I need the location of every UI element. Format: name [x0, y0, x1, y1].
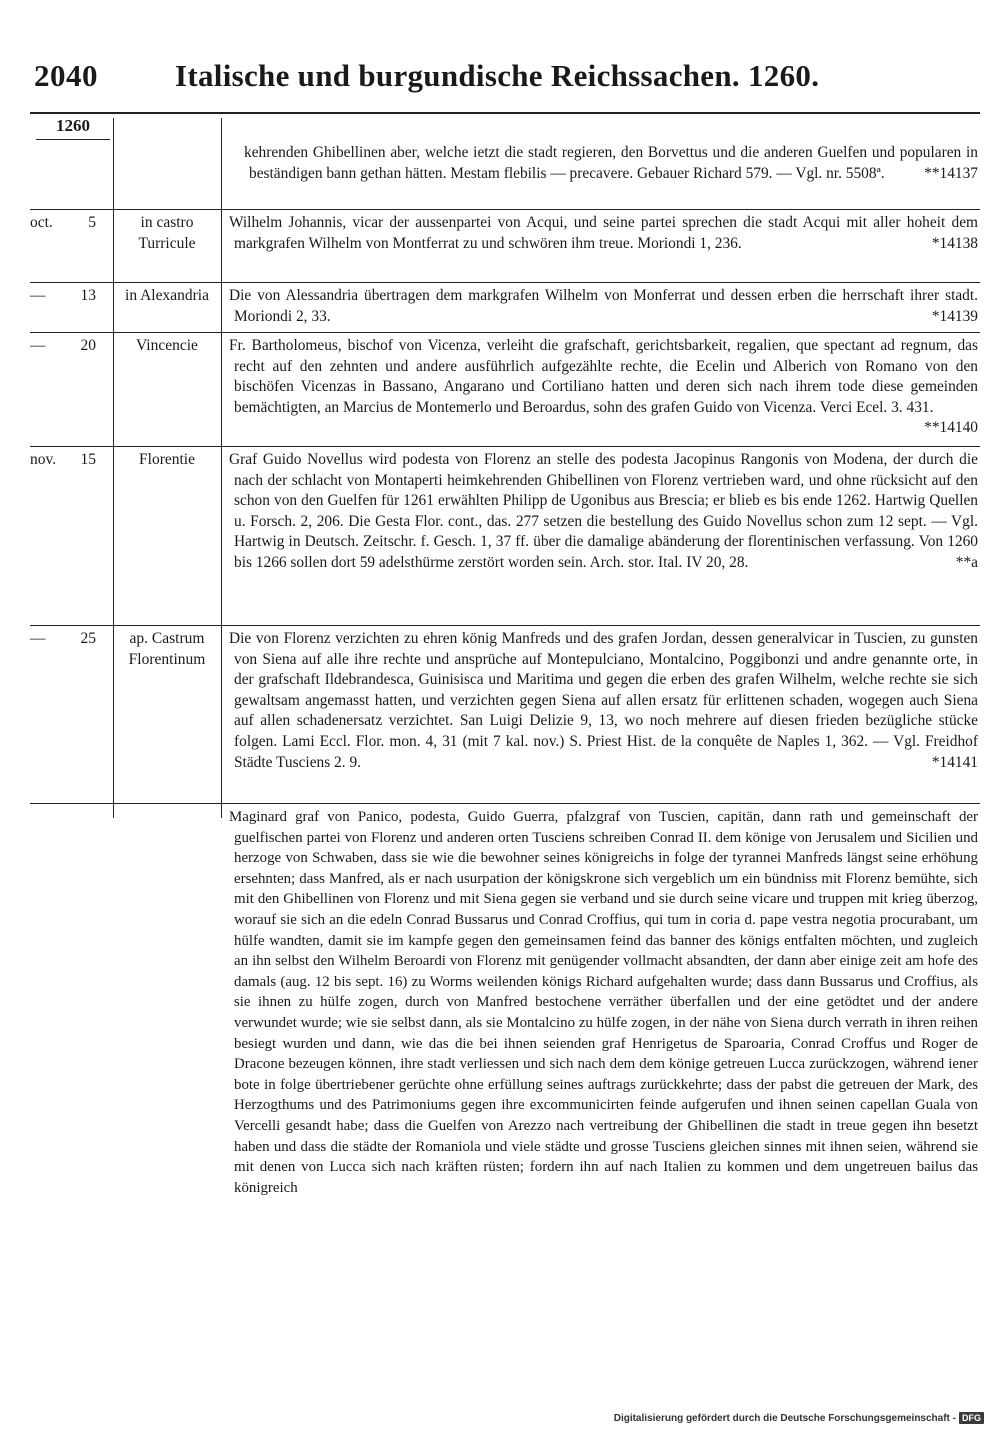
entry-separator [30, 209, 980, 210]
entry-text [229, 450, 978, 574]
column-divider-right [221, 118, 222, 818]
header-rule [30, 112, 980, 114]
digitization-credit [614, 1412, 984, 1424]
entry-body: Maginard graf von Panico, podesta, Guido Guerra, pfalzgraf von Tuscien, capitän, dann rath und gemeinschaft der guelfischen partei von Florenz und anderen orten Tusciens schreiben Conrad II. dem könige von Jerusalem und Sicilien und herzoge von Schwaben, dass sie wie die bewohner seines königreichs in folge der tyrannei Manfreds längst seine erhöhung ersehnten; dass Manfred, als er nach usurpation der königskrone sich vergeblich um ein bündniss mit Florenz bemühte, sich mit den Ghibellinen von Florenz und mit Siena gegen sie verband und sie durch seine vicare und truppen mit krieg überzog, worauf sie sich an die edeln Conrad Bussarus und Conrad Croffius, qui tum in coria d. pape vestra negotia procurabant, um hülfe wandten, damit sie im kampfe gegen den gemeinsamen feind das banner des königs entfalten möchten, und zugleich an ihn selbst den Wilhelm Beroardi von Florenz mit genügender vollmacht absandten, der dann aber einige zeit am hofe des damals (aug. 12 bis sept. 16) zu Worms weilenden königs Richard aufgehalten wurde; dass dann Bussarus und Croffius, als sie ihnen zu hülfe zogen, durch von Manfred bestochene verräther überfallen und der eine getödtet und der andere verwundet wurde; wie sie selbst dann, als sie Montalcino zu hülfe zogen, in der nähe von Siena durch verrath in ihren reihen besiegt wurden und dann, wie das die bei ihnen seienden graf Henrigetus de Sparoaria, Conrad Croffus und Roger de Dracone bezeugen können, ihre stadt verliessen und sich nach dem dem könige getreuen Lucca zurückzogen, während iener bote in folge übertriebener gerüchte ohne erfüllung seines auftrags zurückkehrte; dass der pabst die getreuen der Mark, des Herzogthums und des Patrimoniums gegen ihre excommunicirten feinde aufgerufen und ihnen seinen capellan Guala von Vercelli gesandt habe; dass die Guelfen von Arezzo nach vertreibung der Ghibellinen die stadt in treue gegen ihn besetzt haben und dass die städte der Romaniola und viele städte und grosse Tusciens gleichen sinnes mit ihnen seien, während sie mit denen von Lucca sich nach kräften rüsten; fordern ihn auf nach Italien zu kommen und dem ungetreuen bailus das königreich [229, 809, 978, 1196]
entry-text [229, 629, 978, 773]
entry-body: Wilhelm Johannis, vicar der aussenpartei von Acqui, und seine partei sprechen die stadt Acqui mit aller hoheit dem markgrafen Wilhelm von Montferrat zu und schwören ihm treue. Moriondi 1, 236. [229, 214, 978, 252]
entry-number: **14137 [924, 164, 978, 182]
entry-text [229, 286, 978, 327]
entry-number: *14141 [931, 753, 978, 771]
entry-text [229, 143, 978, 184]
entry-separator [30, 803, 980, 804]
entry-separator [30, 332, 980, 333]
entry-separator [30, 446, 980, 447]
entry-date [30, 629, 100, 650]
entry-text [229, 213, 978, 254]
page-number: 2040 [34, 58, 98, 93]
entry-number: **a [955, 553, 978, 571]
page-title: Italische und burgundische Reichssachen. 1260. [175, 58, 820, 93]
entry-separator [30, 625, 980, 626]
entry-date [30, 286, 100, 307]
entry-day: 15 [80, 451, 96, 468]
entry-day: 25 [80, 630, 96, 647]
entry-month: — [30, 630, 46, 647]
entry-body: Graf Guido Novellus wird podesta von Florenz an stelle des podesta Jacopinus Rangonis von Modena, der durch die nach der schlacht von Montaperti heimkehrenden Ghibellinen von Florenz vertrieben ward, und ohne rücksicht auf den schon von den Guelfen für 1261 erwählten Philipp de Ugonibus aus Brescia; er blieb es bis ende 1262. Hartwig Quellen u. Forsch. 2, 206. Die Gesta Flor. cont., das. 277 setzen die bestellung des Guido Novellus schon zum 12 sept. — Vgl. Hartwig in Deutsch. Zeitschr. f. Gesch. 1, 37 ff. über die damalige abänderung der florentinischen verfassung. Von 1260 bis 1266 sollen dort 59 adelsthürme zerstört worden sein. Arch. stor. Ital. IV 20, 28. [229, 451, 978, 571]
entry-separator [30, 282, 980, 283]
entry-number: *14139 [931, 307, 978, 325]
entry-text [229, 807, 978, 1198]
entry-place: in Alexandria [125, 287, 209, 304]
entry-month: — [30, 287, 46, 304]
entry-month: nov. [30, 451, 57, 468]
entry-day: 13 [80, 287, 96, 304]
entry-month: — [30, 337, 46, 354]
entry-body: kehrenden Ghibellinen aber, welche ietzt die stadt regieren, den Borvettus und die anderen Guelfen und popularen in beständigen bann gethan hätten. Mestam flebilis — precavere. Gebauer Richard 579. — Vgl. nr. 5508ª. [244, 144, 978, 182]
entry-date [30, 213, 100, 234]
entry-place: ap. Castrum Florentinum [128, 630, 206, 668]
entry-body: Fr. Bartholomeus, bischof von Vicenza, verleiht die grafschaft, gerichtsbarkeit, regalien, que spectant ad regnum, das recht auf den zehnten und andere ausführlich aufgezählte rechte, die Ecelin und Alberich von Romano von den bischöfen Vicenzas in Bassano, Angarano und Cortiliano hatten und deren sich nach ihrem tode diese gemeinden bemächtigten, an Marcius de Montemerlo und Beroardus, sohn des grafen Guido von Vicenza. Verci Ecel. 3. 431. [229, 337, 978, 416]
year-label: 1260 [56, 116, 90, 135]
entry-day: 5 [88, 214, 96, 231]
entry-date [30, 450, 100, 471]
entry-number: **14140 [924, 419, 978, 437]
entry-body: Die von Alessandria übertragen dem markgrafen Wilhelm von Monferrat und dessen erben die herrschaft ihrer stadt. Moriondi 2, 33. [229, 287, 978, 325]
entry-place: in castro Turricule [138, 214, 196, 252]
credit-text: Digitalisierung gefördert durch die Deutsche Forschungsgemeinschaft - [613, 1413, 956, 1424]
dfg-logo: DFG [959, 1412, 984, 1424]
entry-month: oct. [30, 214, 53, 231]
entry-body: Die von Florenz verzichten zu ehren könig Manfreds und des grafen Jordan, dessen generalvicar in Tuscien, zu gunsten von Siena auf alle ihre rechte und ansprüche auf Montepulciano, Montalcino, Poggibonzi und andre genannte orte, in der grafschaft Ildebrandesca, Guinisisca und Maritima und gegen die erben des grafen Wilhelm, welche rechte sie sich gewaltsam angemasst hatten, und verzichten gegen Siena auf allen ersatz für erlittenen schaden, wogegen auch Siena auf allen schadenersatz verzichtet. San Luigi Delizie 9, 13, wo noch mehrere auf diesen frieden bezügliche stücke folgen. Lami Eccl. Flor. mon. 4, 31 (mit 7 kal. nov.) S. Priest Hist. de la conquête de Naples 1, 362. — Vgl. Freidhof Städte Tusciens 2. 9. [229, 630, 978, 771]
entry-number: *14138 [931, 234, 978, 252]
year-underline [36, 139, 110, 140]
entry-text [229, 336, 978, 439]
entry-place: Florentie [139, 451, 195, 468]
entry-date [30, 336, 100, 357]
entry-place: Vincencie [136, 337, 198, 354]
entry-day: 20 [80, 337, 96, 354]
